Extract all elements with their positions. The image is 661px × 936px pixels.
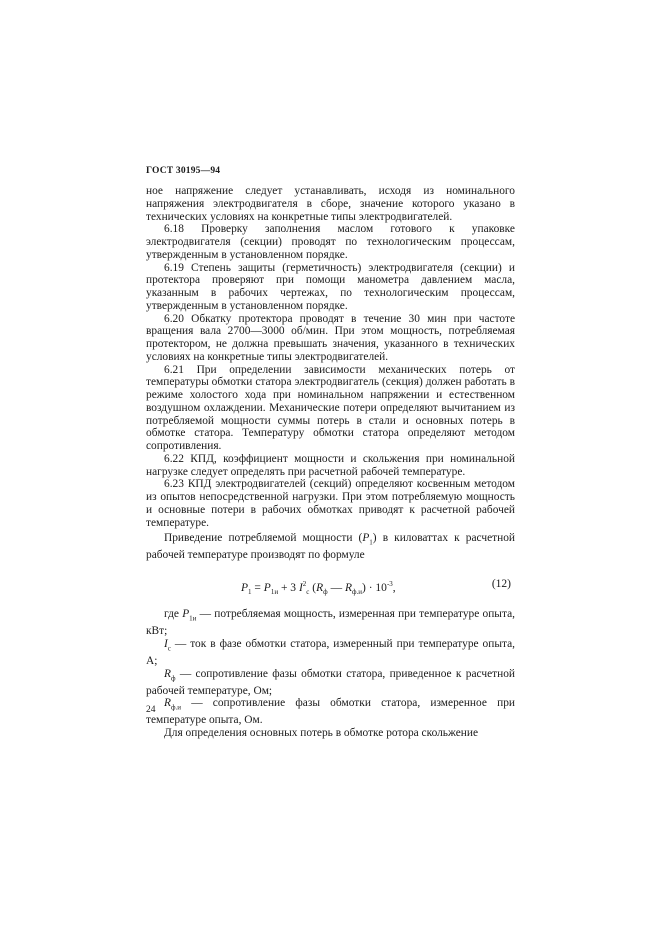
formula-comma: , — [392, 581, 396, 594]
formula-lhs: P — [241, 581, 249, 594]
body-text — [146, 185, 515, 740]
formula-eq: = — [254, 581, 261, 594]
reduction-text-b: ) в киловаттах к расчетной рабочей температуре производят по формуле — [146, 532, 516, 562]
formula-i-sup: 2 — [302, 580, 307, 589]
page-number: 24 — [146, 705, 156, 715]
formula-12 — [146, 572, 515, 598]
paragraph-6-20: 6.20 Обкатку протектора проводят в течение 30 мин при частоте вращения вала 2700—3000 об/мин. При этом мощность, потребляемая протектором, не должна превышать значения, указанного в технических условиях на конкретные типы электродвигателей. — [146, 312, 515, 363]
paragraph-6-19: 6.19 Степень защиты (герметичность) электродвигателя (секции) и протектора проверяют при помощи манометра давлением масла, указанным в рабочих чертежах, по технологическим процессам, утвержденным в установленном порядке. — [146, 261, 515, 312]
formula-i: I — [298, 581, 303, 594]
formula-number: (12) — [491, 578, 511, 591]
formula-i-sub: c — [306, 588, 310, 597]
definition-text: — ток в фазе обмотки статора, измеренный при температуре опыта, А; — [146, 637, 515, 667]
reduction-text-a: Приведение потребляемой мощности ( — [164, 532, 363, 545]
formula-r2-sub: ф.и — [351, 588, 363, 597]
reduction-symbol-sub: 1 — [369, 538, 373, 547]
formula-t1-sub: 1и — [270, 588, 279, 597]
definition-item — [146, 638, 515, 668]
definition-text: — сопротивление фазы обмотки статора, измеренное при температуре опыта, Ом. — [146, 697, 515, 727]
formula-r2: R — [344, 581, 352, 594]
reduction-symbol: P — [362, 532, 370, 545]
paragraph-6-22: 6.22 КПД, коэффициент мощности и скольжения при номинальной нагрузке следует определять при расчетной рабочей температуре. — [146, 452, 515, 478]
formula-lhs-sub: 1 — [248, 588, 252, 597]
document-header: ГОСТ 30195—94 — [146, 166, 221, 176]
formula-r1-sub: ф — [323, 588, 328, 597]
formula-minus: — — [330, 581, 343, 594]
formula-plus: + 3 — [280, 581, 297, 594]
formula-t1: P — [263, 581, 271, 594]
definition-symbol-sub: 1и — [189, 614, 197, 623]
definition-symbol: R — [164, 667, 171, 680]
definition-item — [146, 668, 515, 698]
definition-item — [146, 697, 515, 727]
definition-symbol-sub: ф — [170, 673, 176, 682]
definition-prefix: где — [164, 608, 179, 621]
definition-text: — сопротивление фазы обмотки статора, приведенное к расчетной рабочей температуре, Ом; — [146, 667, 515, 697]
definition-symbol-sub: ф.и — [170, 703, 182, 712]
definition-symbol: I — [164, 637, 168, 650]
paragraph-last: Для определения основных потерь в обмотке ротора скольжение — [164, 727, 479, 740]
definition-symbol: P — [182, 608, 190, 621]
formula-open: ( — [312, 581, 317, 594]
definition-symbol: R — [164, 697, 171, 710]
paragraph-6-18: 6.18 Проверку заполнения маслом готового к упаковке электродвигателя (секции) проводят по технологическим процессам, утвержденным в установленном порядке. — [146, 223, 515, 261]
definition-text: — потребляемая мощность, измеренная при температуре опыта, кВт; — [146, 608, 515, 638]
definition-item — [146, 608, 515, 638]
paragraph-continuation: ное напряжение следует устанавливать, исходя из номинального напряжения электродвигателя в сборе, значение которого указано в технических условиях на конкретные типы электродвигателей. — [146, 185, 515, 223]
formula-r1: R — [316, 581, 324, 594]
paragraph-6-21: 6.21 При определении зависимости механических потерь от температуры обмотки статора электродвигатель (секция) должен работать в режиме холостого хода при номинальном напряжении и естественном воздушном охлаждении. Механические потери определяют вычитанием из потребляемой мощности суммы потерь в стали и основных потерь в обмотке статора. Температуру обмотки статора определяют методом сопротивления. — [146, 363, 515, 452]
formula-exp: -3 — [386, 580, 393, 589]
definitions-list — [146, 608, 515, 727]
formula-expression — [241, 578, 396, 599]
paragraph-reduction — [146, 532, 515, 562]
definition-symbol-sub: c — [167, 644, 171, 653]
paragraph-6-23: 6.23 КПД электродвигателей (секций) определяют косвенным методом из опытов непосредственной нагрузки. При этом потребляемую мощность и основные потери в рабочих обмотках приводят к расчетной рабочей температуре. — [146, 478, 515, 529]
formula-close: ) · 10 — [362, 581, 387, 594]
